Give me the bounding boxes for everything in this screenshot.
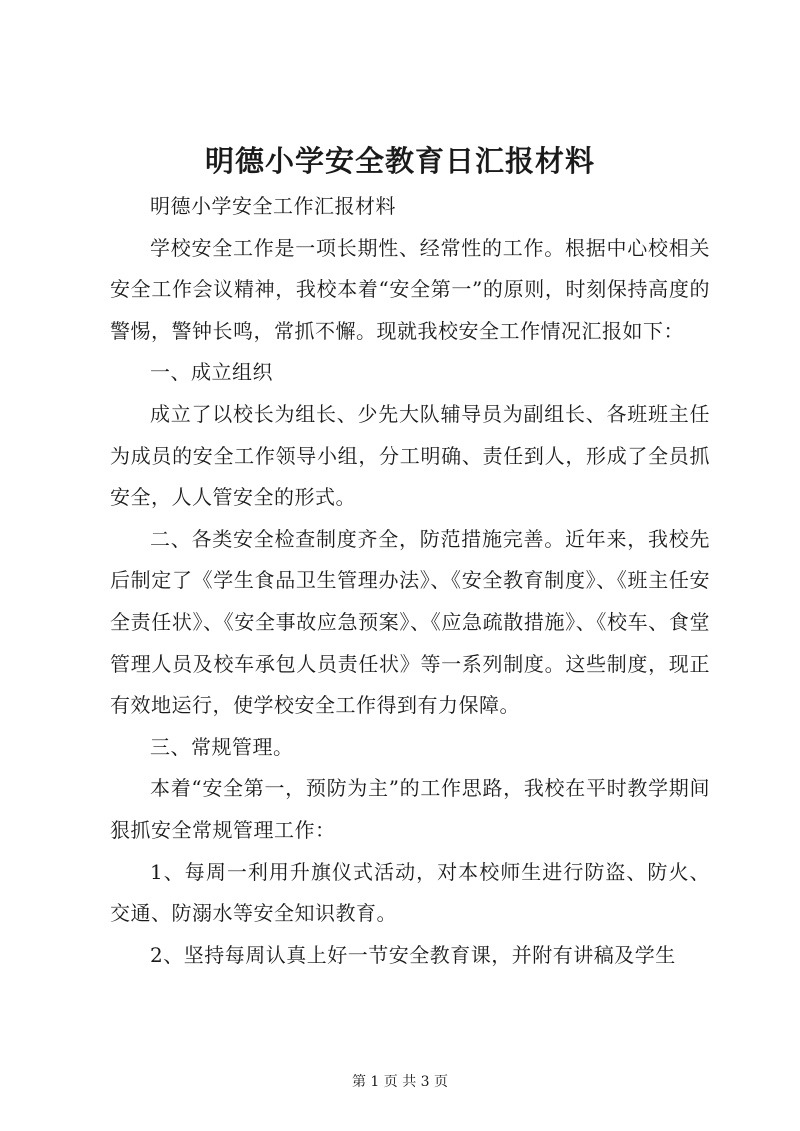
section-heading-3: 三、常规管理。 [150,734,294,759]
list-item-1: 1、每周一利用升旗仪式活动，对本校师生进行防盗、防火、交通、防溺水等安全知识教育。 [110,859,710,926]
paragraph-subtitle: 明德小学安全工作汇报材料 [150,194,396,218]
paragraph-routine-management: 本着“安全第一，预防为主”的工作思路，我校在平时教学期间狠抓安全常规管理工作： [110,776,710,842]
page-number-footer: 第 1 页 共 3 页 [351,1074,449,1090]
section-heading-1: 一、成立组织 [150,360,273,385]
document-body [110,186,710,976]
document-title: 明德小学安全教育日汇报材料 [204,144,595,178]
paragraph-organization: 成立了以校长为组长、少先大队辅导员为副组长、各班班主任为成员的安全工作领导小组，分工明确、责任到人，形成了全员抓安全，人人管安全的形式。 [110,401,710,510]
paragraph-regulations: 二、各类安全检查制度齐全，防范措施完善。近年来，我校先后制定了《学生食品卫生管理办法》、《安全教育制度》、《班主任安全责任状》、《安全事故应急预案》、《应急疏散措施》、《校车、食堂管理人员及校车承包人员责任状》等一系列制度。这些制度，现正有效地运行，使学校安全工作得到有力保障。 [110,526,710,718]
paragraph-intro: 学校安全工作是一项长期性、经常性的工作。根据中心校相关安全工作会议精神，我校本着“安全第一”的原则，时刻保持高度的警惕，警钟长鸣，常抓不懈。现就我校安全工作情况汇报如下： [110,235,710,343]
list-item-2: 2、坚持每周认真上好一节安全教育课，并附有讲稿及学生 [150,942,676,967]
